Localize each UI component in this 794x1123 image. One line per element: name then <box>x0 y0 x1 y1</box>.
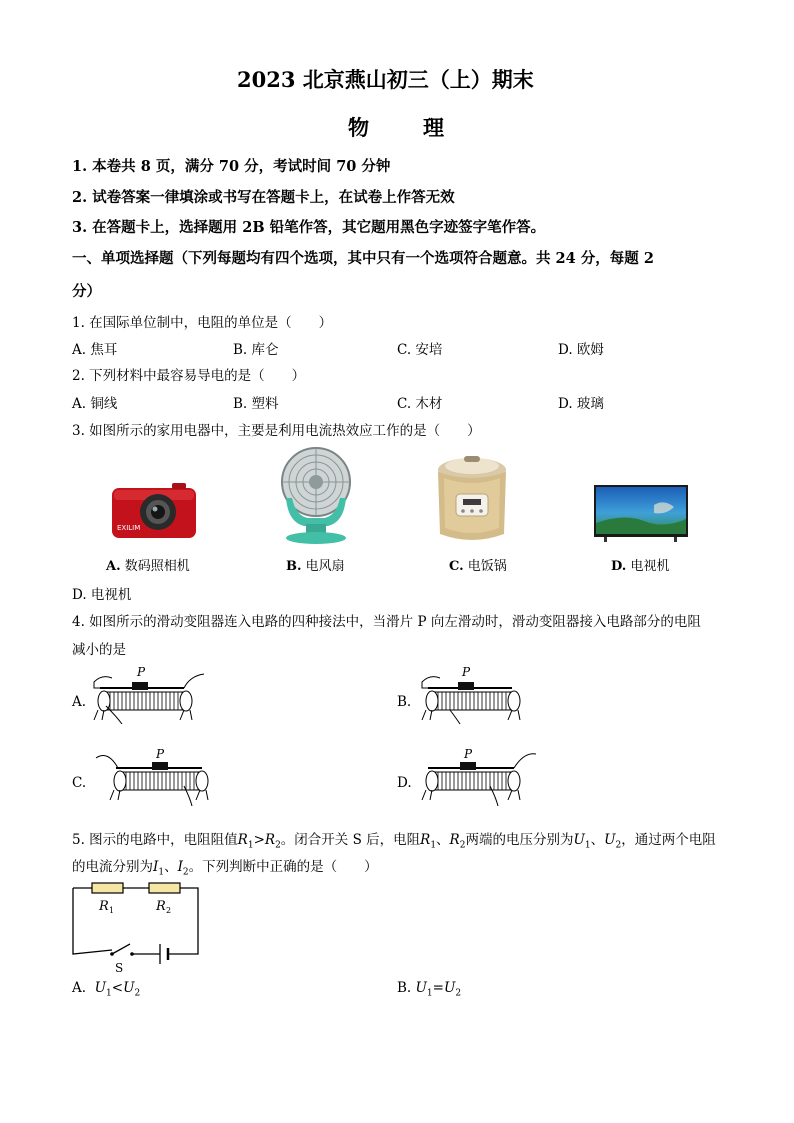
q2-option-c: C. 木材 <box>397 396 443 412</box>
subject-char-2: 理 <box>423 115 444 140</box>
q4-label-a: A. <box>72 694 87 710</box>
rheostat-c-diagram <box>94 746 224 806</box>
q3-caption-a: A. 数码照相机 <box>106 559 190 574</box>
q3-caption-b: B. 电风扇 <box>286 559 345 574</box>
svg-text:P: P <box>137 665 146 679</box>
q2-option-d: D. 玻璃 <box>558 396 604 412</box>
q1-option-c: C. 安培 <box>397 342 443 358</box>
q2-option-b: B. 塑料 <box>233 396 279 412</box>
r2-subscript: 2 <box>166 906 172 915</box>
rheostat-d-diagram <box>420 746 550 806</box>
q5-stem-line2: 的电流分别为$I_1$、$I_2$。下列判断中正确的是（ ） <box>72 859 378 878</box>
q2-option-a: A. 铜线 <box>72 396 118 412</box>
q3-stem: 3. 如图所示的家用电器中，主要是利用电流热效应工作的是（ ） <box>72 423 481 439</box>
switch-label: S <box>115 961 124 975</box>
q5-option-a: A. $U_1<U_2$ <box>72 980 141 999</box>
resistor-r1 <box>92 883 123 893</box>
svg-text:P: P <box>156 747 165 761</box>
subject-char-1: 物 <box>348 115 369 140</box>
camera-image <box>110 482 200 544</box>
note-2: 2. 试卷答案一律填涂或书写在答题卡上，在试卷上作答无效 <box>72 189 455 206</box>
q4-label-b: B. <box>397 694 412 710</box>
q4-stem-line2: 减小的是 <box>72 642 126 658</box>
q4-label-d: D. <box>397 775 412 791</box>
rice-cooker-image <box>436 454 510 546</box>
camera-brand-text: EXILIM <box>117 524 141 532</box>
svg-text:P: P <box>464 747 473 761</box>
q1-stem: 1. 在国际单位制中，电阻的单位是（ ） <box>72 315 333 331</box>
rheostat-a-diagram <box>92 664 222 724</box>
q3-caption-c: C. 电饭锅 <box>449 559 507 574</box>
fan-image <box>280 444 356 546</box>
r2-label: R <box>156 899 166 914</box>
svg-text:P: P <box>462 665 471 679</box>
switch-s <box>112 944 130 954</box>
q1-option-d: D. 欧姆 <box>558 342 604 358</box>
q4-stem-line1: 4. 如图所示的滑动变阻器连入电路的四种接法中，当滑片 P 向左滑动时，滑动变阻器接入电路部分的电阻 <box>72 614 701 630</box>
q4-label-c: C. <box>72 775 87 791</box>
r1-subscript: 1 <box>109 906 115 915</box>
q1-option-b: B. 库仑 <box>233 342 279 358</box>
q5-option-b: B. $U_1=U_2$ <box>397 980 462 999</box>
resistor-r2 <box>149 883 180 893</box>
q2-stem: 2. 下列材料中最容易导电的是（ ） <box>72 368 306 384</box>
q3-extra-option: D. 电视机 <box>72 587 132 603</box>
exam-title: 2023 北京燕山初三（上）期末 <box>237 67 534 92</box>
r1-label: R <box>99 899 109 914</box>
q1-option-a: A. 焦耳 <box>72 342 118 358</box>
tv-image <box>594 485 688 543</box>
section-heading-line1: 一、单项选择题（下列每题均有四个选项，其中只有一个选项符合题意。共 24 分，每题 2 <box>72 250 654 267</box>
note-3: 3. 在答题卡上，选择题用 2B 铅笔作答，其它题用黑色字迹签字笔作答。 <box>72 219 546 236</box>
section-heading-line2: 分） <box>72 283 101 300</box>
q5-stem-line1: 5. 图示的电路中，电阻阻值$R_1>R_2$。闭合开关 S 后，电阻$R_1$、$R_2$两端的电压分别为$U_1$、$U_2$，通过两个电阻 <box>72 832 716 851</box>
q5-circuit-diagram <box>72 880 202 976</box>
note-1: 1. 本卷共 8 页，满分 70 分，考试时间 70 分钟 <box>72 158 391 175</box>
q3-caption-d: D. 电视机 <box>611 559 670 574</box>
rheostat-b-diagram <box>420 664 550 724</box>
